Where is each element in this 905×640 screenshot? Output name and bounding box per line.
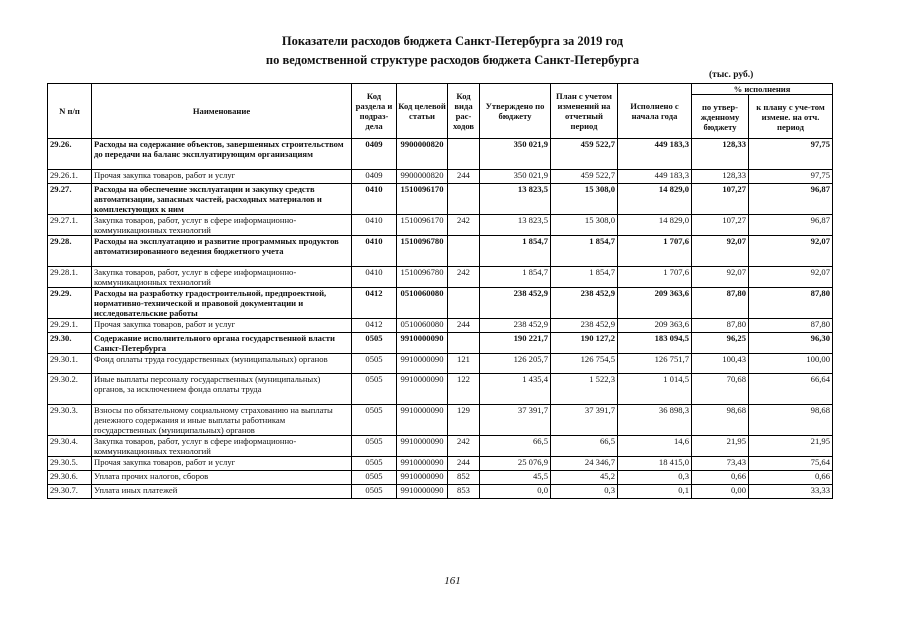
page-number: 161 — [444, 575, 461, 587]
table-row — [48, 354, 833, 374]
cell-pct-plan: 98,68 — [749, 405, 833, 436]
cell-type: 244 — [448, 457, 480, 471]
cell-approved: 1 435,4 — [480, 374, 551, 405]
table-row — [48, 436, 833, 457]
table-row — [48, 319, 833, 333]
cell-article: 9910000090 — [397, 436, 448, 457]
cell-pct-approved: 92,07 — [692, 267, 749, 288]
cell-pct-approved: 70,68 — [692, 374, 749, 405]
cell-approved: 350 021,9 — [480, 139, 551, 170]
cell-type — [448, 236, 480, 267]
cell-plan: 1 854,7 — [551, 267, 618, 288]
table-row — [48, 457, 833, 471]
cell-pct-approved: 107,27 — [692, 184, 749, 215]
cell-num: 29.28. — [48, 236, 92, 267]
document-subtitle: по ведомственной структуре расходов бюджета Санкт-Петербурга — [265, 53, 640, 67]
header-pct-plan: к плану с уче-том измене. на отч. период — [749, 95, 833, 139]
cell-pct-plan: 97,75 — [749, 170, 833, 184]
cell-pct-plan: 87,80 — [749, 288, 833, 319]
cell-num: 29.30.6. — [48, 471, 92, 485]
cell-name: Закупка товаров, работ, услуг в сфере информационно-коммуникационных технологий — [92, 436, 352, 457]
cell-pct-plan: 21,95 — [749, 436, 833, 457]
cell-approved: 126 205,7 — [480, 354, 551, 374]
cell-pct-approved: 96,25 — [692, 333, 749, 354]
cell-num: 29.30.7. — [48, 485, 92, 499]
table-row — [48, 333, 833, 354]
cell-num: 29.26.1. — [48, 170, 92, 184]
table-row — [48, 485, 833, 499]
cell-plan: 0,3 — [551, 485, 618, 499]
cell-pct-plan: 92,07 — [749, 267, 833, 288]
cell-article: 9910000090 — [397, 405, 448, 436]
cell-type: 244 — [448, 319, 480, 333]
cell-executed: 1 014,5 — [618, 374, 692, 405]
units-label: (тыс. руб.) — [709, 70, 754, 80]
cell-section: 0505 — [352, 405, 397, 436]
table-row — [48, 374, 833, 405]
cell-pct-plan: 87,80 — [749, 319, 833, 333]
cell-name: Расходы на эксплуатацию и развитие программных продуктов автоматизированного ведения бюджетного учета — [92, 236, 352, 267]
cell-name: Расходы на разработку градостроительной, предпроектной, нормативно-технической и правовой документации и исследовательские работы — [92, 288, 352, 319]
cell-type — [448, 139, 480, 170]
cell-num: 29.30.1. — [48, 354, 92, 374]
cell-section: 0410 — [352, 267, 397, 288]
cell-name: Уплата иных платежей — [92, 485, 352, 499]
header-approved: Утверждено по бюджету — [480, 84, 551, 139]
cell-executed: 14,6 — [618, 436, 692, 457]
header-article-code: Код целевой статьи — [397, 84, 448, 139]
cell-approved: 1 854,7 — [480, 236, 551, 267]
cell-pct-approved: 92,07 — [692, 236, 749, 267]
cell-type — [448, 288, 480, 319]
cell-pct-plan: 96,30 — [749, 333, 833, 354]
cell-article: 9910000090 — [397, 333, 448, 354]
header-pct-approved: по утвер-жденному бюджету — [692, 95, 749, 139]
cell-name: Закупка товаров, работ, услуг в сфере информационно-коммуникационных технологий — [92, 215, 352, 236]
cell-plan: 238 452,9 — [551, 288, 618, 319]
table-row — [48, 288, 833, 319]
cell-section: 0505 — [352, 354, 397, 374]
cell-article: 9910000090 — [397, 354, 448, 374]
cell-section: 0410 — [352, 215, 397, 236]
header-percent-group: % исполнения — [692, 84, 833, 95]
cell-approved: 13 823,5 — [480, 215, 551, 236]
cell-pct-approved: 0,00 — [692, 485, 749, 499]
cell-section: 0505 — [352, 457, 397, 471]
cell-executed: 14 829,0 — [618, 184, 692, 215]
cell-approved: 350 021,9 — [480, 170, 551, 184]
cell-pct-plan: 0,66 — [749, 471, 833, 485]
cell-article: 1510096780 — [397, 267, 448, 288]
cell-type: 122 — [448, 374, 480, 405]
header-plan: План с учетом изменений на отчетный период — [551, 84, 618, 139]
cell-section: 0505 — [352, 485, 397, 499]
cell-plan: 1 522,3 — [551, 374, 618, 405]
cell-section: 0409 — [352, 139, 397, 170]
cell-pct-plan: 100,00 — [749, 354, 833, 374]
cell-num: 29.27.1. — [48, 215, 92, 236]
cell-executed: 0,3 — [618, 471, 692, 485]
cell-num: 29.30. — [48, 333, 92, 354]
cell-pct-approved: 0,66 — [692, 471, 749, 485]
cell-approved: 238 452,9 — [480, 288, 551, 319]
header-name: Наименование — [92, 84, 352, 139]
cell-article: 9910000090 — [397, 457, 448, 471]
cell-pct-plan: 33,33 — [749, 485, 833, 499]
cell-name: Прочая закупка товаров, работ и услуг — [92, 170, 352, 184]
cell-name: Расходы на содержание объектов, завершенных строительством до передачи на баланс эксплуатирующим организациям — [92, 139, 352, 170]
cell-executed: 1 707,6 — [618, 267, 692, 288]
cell-num: 29.30.5. — [48, 457, 92, 471]
cell-executed: 1 707,6 — [618, 236, 692, 267]
table-row — [48, 236, 833, 267]
cell-type: 242 — [448, 215, 480, 236]
table-row — [48, 405, 833, 436]
cell-executed: 0,1 — [618, 485, 692, 499]
cell-executed: 449 183,3 — [618, 170, 692, 184]
cell-name: Прочая закупка товаров, работ и услуг — [92, 319, 352, 333]
cell-section: 0410 — [352, 236, 397, 267]
cell-article: 0510060080 — [397, 319, 448, 333]
cell-plan: 15 308,0 — [551, 215, 618, 236]
cell-plan: 238 452,9 — [551, 319, 618, 333]
cell-article: 0510060080 — [397, 288, 448, 319]
cell-num: 29.30.4. — [48, 436, 92, 457]
header-num: N п/п — [48, 84, 92, 139]
cell-plan: 45,2 — [551, 471, 618, 485]
cell-executed: 183 094,5 — [618, 333, 692, 354]
table-row — [48, 215, 833, 236]
header-executed: Исполнено с начала года — [618, 84, 692, 139]
cell-approved: 190 221,7 — [480, 333, 551, 354]
cell-type: 242 — [448, 267, 480, 288]
cell-executed: 126 751,7 — [618, 354, 692, 374]
cell-approved: 66,5 — [480, 436, 551, 457]
cell-plan: 1 854,7 — [551, 236, 618, 267]
cell-pct-approved: 87,80 — [692, 319, 749, 333]
cell-section: 0409 — [352, 170, 397, 184]
cell-plan: 190 127,2 — [551, 333, 618, 354]
cell-approved: 0,0 — [480, 485, 551, 499]
cell-type: 853 — [448, 485, 480, 499]
cell-name: Уплата прочих налогов, сборов — [92, 471, 352, 485]
cell-approved: 238 452,9 — [480, 319, 551, 333]
cell-section: 0505 — [352, 471, 397, 485]
table-row — [48, 471, 833, 485]
cell-name: Иные выплаты персоналу государственных (муниципальных) органов, за исключением фонда оплаты труда — [92, 374, 352, 405]
cell-section: 0412 — [352, 319, 397, 333]
cell-approved: 1 854,7 — [480, 267, 551, 288]
cell-name: Содержание исполнительного органа государственной власти Санкт-Петербурга — [92, 333, 352, 354]
cell-pct-plan: 97,75 — [749, 139, 833, 170]
cell-approved: 13 823,5 — [480, 184, 551, 215]
cell-pct-approved: 73,43 — [692, 457, 749, 471]
cell-section: 0412 — [352, 288, 397, 319]
cell-approved: 45,5 — [480, 471, 551, 485]
table-row — [48, 267, 833, 288]
cell-num: 29.29.1. — [48, 319, 92, 333]
table-row — [48, 139, 833, 170]
cell-name: Расходы на обеспечение эксплуатации и закупку средств автоматизации, запасных частей, расходных материалов и комплектующих к ним — [92, 184, 352, 215]
cell-pct-plan: 96,87 — [749, 215, 833, 236]
cell-name: Закупка товаров, работ, услуг в сфере информационно-коммуникационных технологий — [92, 267, 352, 288]
cell-pct-approved: 128,33 — [692, 170, 749, 184]
cell-type — [448, 333, 480, 354]
expenditure-table — [47, 83, 833, 499]
cell-type: 852 — [448, 471, 480, 485]
cell-name: Прочая закупка товаров, работ и услуг — [92, 457, 352, 471]
cell-pct-approved: 98,68 — [692, 405, 749, 436]
cell-article: 1510096170 — [397, 215, 448, 236]
table-body — [48, 139, 833, 499]
cell-num: 29.29. — [48, 288, 92, 319]
cell-pct-approved: 128,33 — [692, 139, 749, 170]
cell-approved: 37 391,7 — [480, 405, 551, 436]
cell-article: 1510096170 — [397, 184, 448, 215]
cell-plan: 459 522,7 — [551, 139, 618, 170]
cell-article: 1510096780 — [397, 236, 448, 267]
cell-pct-approved: 107,27 — [692, 215, 749, 236]
cell-pct-plan: 75,64 — [749, 457, 833, 471]
document-title: Показатели расходов бюджета Санкт-Петербурга за 2019 год — [281, 34, 624, 48]
cell-article: 9910000090 — [397, 374, 448, 405]
cell-num: 29.26. — [48, 139, 92, 170]
cell-plan: 37 391,7 — [551, 405, 618, 436]
table-row — [48, 184, 833, 215]
cell-article: 9910000090 — [397, 485, 448, 499]
cell-num: 29.28.1. — [48, 267, 92, 288]
cell-executed: 209 363,6 — [618, 319, 692, 333]
cell-executed: 209 363,6 — [618, 288, 692, 319]
cell-section: 0505 — [352, 333, 397, 354]
cell-pct-plan: 66,64 — [749, 374, 833, 405]
cell-approved: 25 076,9 — [480, 457, 551, 471]
cell-article: 9910000090 — [397, 471, 448, 485]
cell-plan: 459 522,7 — [551, 170, 618, 184]
cell-executed: 14 829,0 — [618, 215, 692, 236]
header-section-code: Код раздела и подраз-дела — [352, 84, 397, 139]
cell-type: 129 — [448, 405, 480, 436]
cell-name: Взносы по обязательному социальному страхованию на выплаты денежного содержания и иные выплаты работникам государственных (муниципальных) органов — [92, 405, 352, 436]
cell-executed: 36 898,3 — [618, 405, 692, 436]
cell-plan: 126 754,5 — [551, 354, 618, 374]
table-row — [48, 170, 833, 184]
cell-name: Фонд оплаты труда государственных (муниципальных) органов — [92, 354, 352, 374]
cell-num: 29.30.2. — [48, 374, 92, 405]
cell-pct-plan: 96,87 — [749, 184, 833, 215]
cell-plan: 66,5 — [551, 436, 618, 457]
cell-section: 0410 — [352, 184, 397, 215]
cell-type: 121 — [448, 354, 480, 374]
cell-pct-approved: 100,43 — [692, 354, 749, 374]
cell-type — [448, 184, 480, 215]
cell-section: 0505 — [352, 374, 397, 405]
cell-article: 9900000820 — [397, 170, 448, 184]
header-type-code: Код вида рас-ходов — [448, 84, 480, 139]
cell-type: 244 — [448, 170, 480, 184]
cell-pct-plan: 92,07 — [749, 236, 833, 267]
cell-plan: 24 346,7 — [551, 457, 618, 471]
cell-num: 29.30.3. — [48, 405, 92, 436]
cell-article: 9900000820 — [397, 139, 448, 170]
cell-type: 242 — [448, 436, 480, 457]
cell-pct-approved: 21,95 — [692, 436, 749, 457]
cell-plan: 15 308,0 — [551, 184, 618, 215]
cell-num: 29.27. — [48, 184, 92, 215]
cell-executed: 449 183,3 — [618, 139, 692, 170]
cell-executed: 18 415,0 — [618, 457, 692, 471]
cell-pct-approved: 87,80 — [692, 288, 749, 319]
cell-section: 0505 — [352, 436, 397, 457]
